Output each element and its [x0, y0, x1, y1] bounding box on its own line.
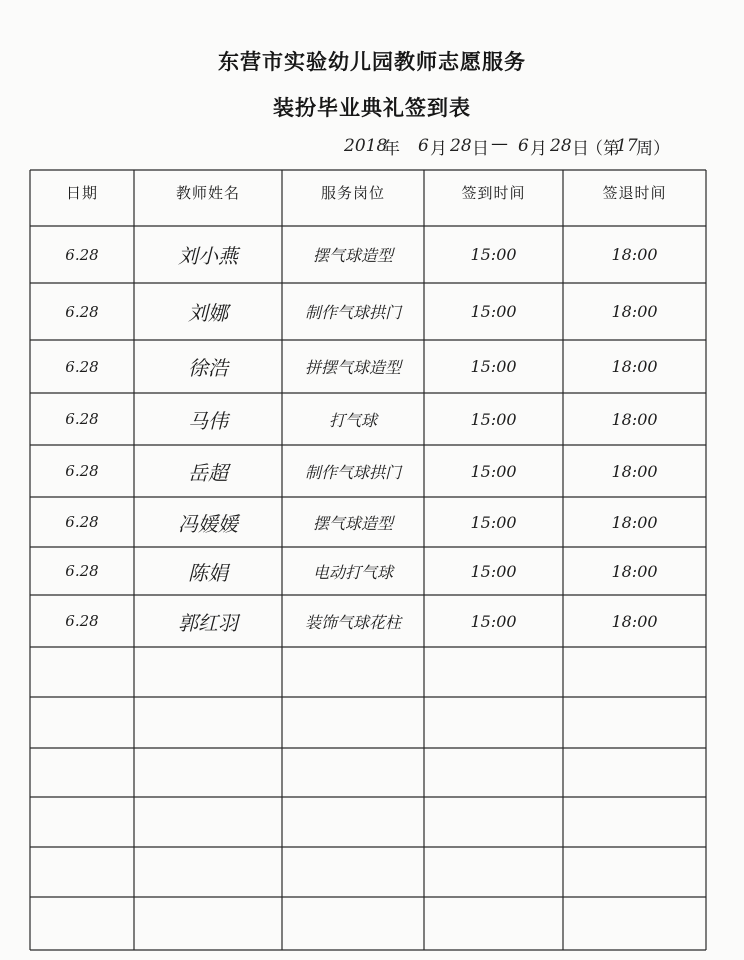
period-year: 2018	[344, 136, 388, 156]
cell-sign-in-time: 15:00	[470, 611, 517, 631]
cell-service-post	[282, 847, 424, 897]
cell-date: 6.28	[65, 562, 99, 580]
cell-teacher-name: 冯媛媛	[178, 511, 238, 536]
period-start-day: 28	[450, 136, 472, 156]
cell-service-post: 打气球	[328, 410, 377, 430]
period-year-char: 年	[383, 139, 400, 159]
sheet-title-line1: 东营市实验幼儿园教师志愿服务	[218, 50, 526, 74]
cell-teacher-name	[134, 797, 282, 847]
cell-sign-in-time: 15:00	[470, 302, 517, 321]
cell-sign-out-time	[563, 647, 706, 697]
cell-date	[30, 847, 134, 897]
cell-service-post: 装饰气球花柱	[304, 612, 401, 632]
period-start-day-char: 日	[472, 139, 489, 159]
cell-teacher-name	[134, 897, 282, 950]
cell-service-post: 摆气球造型	[312, 513, 393, 533]
column-header-sign-out-time: 签退时间	[602, 183, 667, 202]
column-header-teacher-name: 教师姓名	[175, 183, 240, 202]
cell-service-post: 制作气球拱门	[304, 462, 401, 482]
cell-sign-in-time: 15:00	[470, 409, 517, 429]
cell-date: 6.28	[65, 302, 99, 321]
cell-service-post: 电动打气球	[312, 562, 393, 582]
cell-sign-out-time: 18:00	[611, 409, 658, 429]
cell-teacher-name	[134, 697, 282, 748]
cell-teacher-name: 岳超	[188, 460, 228, 485]
cell-service-post	[282, 647, 424, 697]
cell-date: 6.28	[65, 410, 99, 428]
period-dash: —	[491, 134, 508, 154]
cell-date	[30, 797, 134, 847]
column-header-date: 日期	[65, 183, 98, 202]
cell-sign-in-time: 15:00	[470, 561, 517, 581]
cell-service-post	[282, 897, 424, 950]
cell-service-post	[282, 697, 424, 748]
cell-date: 6.28	[65, 245, 99, 264]
cell-sign-out-time: 18:00	[611, 461, 658, 481]
cell-sign-out-time	[563, 897, 706, 950]
cell-sign-out-time	[563, 697, 706, 748]
cell-teacher-name: 刘小燕	[178, 244, 238, 268]
cell-service-post	[282, 797, 424, 847]
cell-date	[30, 748, 134, 797]
period-end-month: 6	[518, 136, 529, 156]
cell-sign-out-time: 18:00	[611, 245, 658, 264]
cell-teacher-name: 马伟	[188, 408, 228, 433]
period-start-month-char: 月	[430, 139, 447, 159]
cell-sign-in-time: 15:00	[470, 245, 517, 264]
cell-date: 6.28	[65, 513, 99, 531]
cell-sign-out-time: 18:00	[611, 302, 658, 321]
cell-service-post	[282, 748, 424, 797]
cell-date: 6.28	[65, 612, 99, 630]
cell-teacher-name: 徐浩	[188, 356, 228, 380]
cell-sign-in-time	[424, 847, 563, 897]
column-header-service-post: 服务岗位	[320, 183, 385, 202]
cell-teacher-name	[134, 748, 282, 797]
cell-sign-in-time	[424, 697, 563, 748]
cell-teacher-name	[134, 847, 282, 897]
cell-sign-in-time	[424, 797, 563, 847]
cell-sign-in-time	[424, 647, 563, 697]
cell-teacher-name	[134, 647, 282, 697]
cell-sign-out-time: 18:00	[611, 357, 658, 376]
cell-sign-out-time: 18:00	[611, 611, 658, 631]
cell-service-post: 摆气球造型	[312, 246, 393, 265]
cell-date	[30, 697, 134, 748]
cell-sign-in-time	[424, 897, 563, 950]
cell-teacher-name: 郭红羽	[178, 610, 238, 635]
cell-sign-in-time: 15:00	[470, 512, 517, 532]
period-end-day-char: 日	[572, 139, 589, 159]
cell-service-post: 制作气球拱门	[304, 303, 401, 322]
cell-date: 6.28	[65, 357, 99, 376]
cell-sign-out-time: 18:00	[611, 561, 658, 581]
cell-date	[30, 647, 134, 697]
cell-sign-out-time: 18:00	[611, 512, 658, 532]
cell-teacher-name: 陈娟	[188, 560, 228, 585]
period-start-month: 6	[418, 136, 429, 156]
cell-sign-out-time	[563, 847, 706, 897]
cell-date	[30, 897, 134, 950]
period-end-month-char: 月	[530, 139, 547, 159]
cell-service-post: 拼摆气球造型	[304, 358, 401, 377]
period-line	[344, 134, 684, 164]
cell-sign-out-time	[563, 748, 706, 797]
sheet-title-line2: 装扮毕业典礼签到表	[273, 96, 471, 120]
cell-teacher-name: 刘娜	[188, 301, 228, 325]
column-header-sign-in-time: 签到时间	[461, 183, 526, 202]
cell-sign-in-time	[424, 748, 563, 797]
period-week-open: （第	[586, 139, 620, 159]
period-week-close: 周）	[636, 139, 670, 159]
period-week-number: 17	[616, 136, 638, 156]
cell-sign-in-time: 15:00	[470, 461, 517, 481]
cell-sign-in-time: 15:00	[470, 357, 517, 376]
period-end-day: 28	[550, 136, 572, 156]
cell-date: 6.28	[65, 462, 99, 480]
cell-sign-out-time	[563, 797, 706, 847]
